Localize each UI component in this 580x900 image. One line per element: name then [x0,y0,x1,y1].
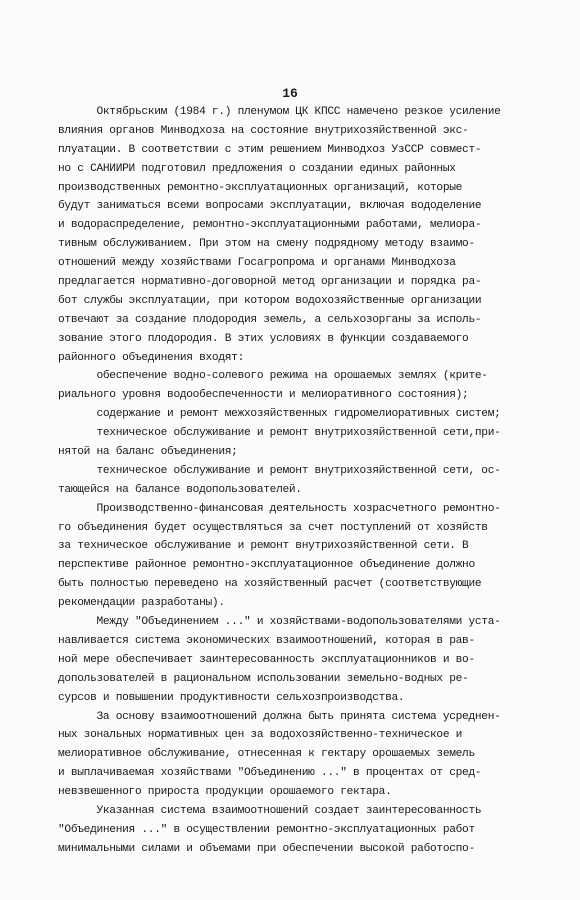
text-line: го объединения будет осуществляться за счет поступлений от хозяйств [58,521,488,534]
text-line: отвечают за создание плодородия земель, а сельхозорганы за исполь- [58,313,482,326]
text-line: предлагается нормативно-договорной метод организации и порядка ра- [58,276,482,289]
text-line: минимальными силами и объемами при обеспечении высокой работоспо- [58,842,475,855]
text-line: будут заниматься всеми вопросами эксплуатации, включая вододеление [58,200,482,213]
text-line: отношений между хозяйствами Госагропрома и органами Минводхоза [58,257,456,270]
text-line: техническое обслуживание и ремонт внутрихозяйственной сети, ос- [58,464,501,477]
text-line: плуатации. В соответствии с этим решением Минводхоз УзССР совмест- [58,143,482,156]
text-line: мелиоративное обслуживание, отнесенная к гектару орошаемых земель [58,748,475,761]
text-line: и водораспределение, ремонтно-эксплуатационными работами, мелиора- [58,219,482,232]
text-line: зование этого плодородия. В этих условиях в функции создаваемого [58,332,469,345]
text-line: Производственно-финансовая деятельность хозрасчетного ремонтно- [58,502,501,515]
text-line: рекомендации разработаны). [58,597,225,610]
text-line: содержание и ремонт межхозяйственных гидромелиоративных систем; [58,408,501,421]
text-line: тающейся на балансе водопользователей. [58,483,302,496]
text-line: риального уровня водообеспеченности и мелиоративного состояния); [58,389,469,402]
text-line: бот службы эксплуатации, при котором водохозяйственные организации [58,294,482,307]
text-line: Октябрьским (1984 г.) пленумом ЦК КПСС намечено резкое усиление [58,106,501,118]
text-line: нятой на баланс объединения; [58,446,238,459]
text-line: ных зональных нормативных цен за водохозяйственно-техническое и [58,729,463,742]
text-line: районного объединения входят: [58,351,244,364]
text-line: Между "Объединением ..." и хозяйствами-водопользователями уста- [58,616,501,629]
text-line: быть полностью переведено на хозяйственный расчет (соответствующие [58,578,482,591]
text-line: тивным обслуживанием. При этом на смену подрядному методу взаимо- [58,238,475,251]
text-line: и выплачиваемая хозяйствами "Объединению ..." в процентах от сред- [58,767,482,780]
text-line: за техническое обслуживание и ремонт внутрихозяйственной сети. В [58,540,469,553]
text-line: Указанная система взаимоотношений создает заинтересованность [58,804,482,817]
text-line: перспективе районное ремонтно-эксплуатационное объединение должно [58,559,475,572]
text-line: допользователей в рациональном использовании земельно-водных ре- [58,672,469,685]
text-line: За основу взаимоотношений должна быть принята система усреднен- [58,710,501,723]
text-line: влияния органов Минводхоза на состояние внутрихозяйственной экс- [58,124,469,137]
text-line: сурсов и повышении продуктивности сельхозпроизводства. [58,691,405,704]
text-line: но с САНИИРИ подготовил предложения о создании единых районных [58,162,456,175]
text-line: навливается система экономических взаимоотношений, которая в рав- [58,634,475,647]
body-text [58,103,522,859]
text-line: обеспечение водно-солевого режима на орошаемых землях (крите- [58,370,488,383]
page-number: 16 [282,86,298,101]
text-line: производственных ремонтно-эксплуатационных организаций, которые [58,181,463,194]
text-line: "Объединения ..." в осуществлении ремонтно-эксплуатационных работ [58,823,475,836]
text-line: техническое обслуживание и ремонт внутрихозяйственной сети,при- [58,427,501,440]
text-line: невзвешенного прироста продукции орошаемого гектара. [58,786,392,799]
text-line: ной мере обеспечивает заинтересованность эксплуатационников и во- [58,653,475,666]
